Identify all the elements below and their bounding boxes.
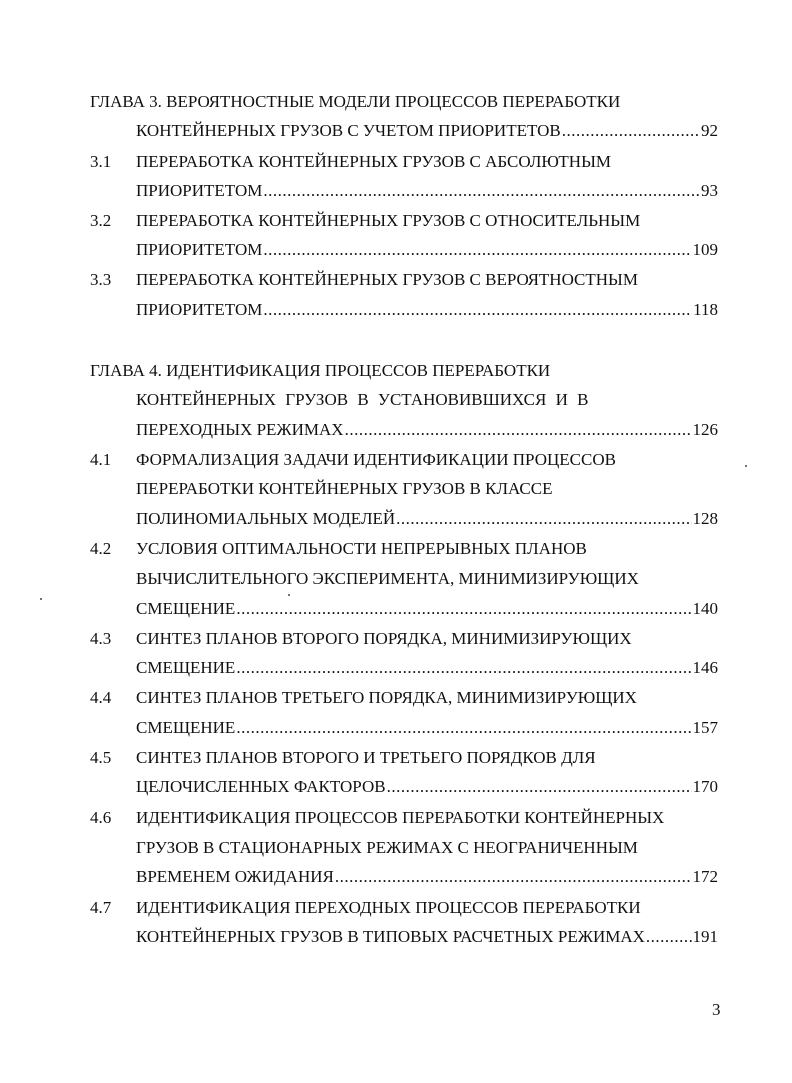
leader-dots: [646, 927, 692, 947]
chapter-3-title: [90, 92, 620, 112]
chapter-4-title-line2: КОНТЕЙНЕРНЫХ ГРУЗОВ В УСТАНОВИВШИХСЯ И В: [136, 390, 589, 409]
section-4-2-title-line3: СМЕЩЕНИЕ: [136, 599, 236, 618]
section-3-3-number: 3.3: [90, 270, 112, 289]
section-3-1-title: ПЕРЕРАБОТКА КОНТЕЙНЕРНЫХ ГРУЗОВ С АБСОЛЮТНЫМ: [136, 152, 612, 171]
section-3-3-page: 118: [693, 300, 718, 319]
section-4-7-toc-entry: [136, 927, 718, 947]
section-4-5-toc-entry: [136, 777, 718, 797]
section-4-7-title-line2: КОНТЕЙНЕРНЫХ ГРУЗОВ В ТИПОВЫХ РАСЧЕТНЫХ РЕЖИМАХ: [136, 927, 645, 946]
scan-speck: [40, 598, 42, 600]
section-3-1-title-line2: ПРИОРИТЕТОМ: [136, 181, 263, 200]
section-3-2-title-line2: ПРИОРИТЕТОМ: [136, 240, 263, 259]
leader-dots: [387, 777, 692, 797]
section-4-3-title-line2: СМЕЩЕНИЕ: [136, 658, 236, 677]
section-4-1-toc-entry: [136, 509, 718, 529]
section-4-1-title-line3: ПОЛИНОМИАЛЬНЫХ МОДЕЛЕЙ: [136, 509, 396, 528]
section-4-4-page: 157: [692, 718, 718, 737]
section-3-1-toc-entry: [136, 181, 718, 201]
section-3-1-page: 93: [701, 181, 718, 200]
section-3-3-title: ПЕРЕРАБОТКА КОНТЕЙНЕРНЫХ ГРУЗОВ С ВЕРОЯТНОСТНЫМ: [136, 270, 638, 289]
chapter-3-toc-entry: [136, 121, 718, 141]
section-4-3-number: 4.3: [90, 629, 112, 648]
scan-speck: [745, 465, 747, 467]
section-4-3-toc-entry: [136, 658, 718, 678]
leader-dots: [345, 420, 692, 440]
section-3-3-toc-entry: [136, 300, 718, 320]
leader-dots: [236, 599, 691, 619]
leader-dots: [396, 509, 691, 529]
section-4-1-page: 128: [692, 509, 718, 528]
section-4-6-toc-entry: [136, 867, 718, 887]
chapter-3-title-line1: ГЛАВА 3. ВЕРОЯТНОСТНЫЕ МОДЕЛИ ПРОЦЕССОВ ПЕРЕРАБОТКИ: [90, 92, 621, 111]
section-4-4-title: СИНТЕЗ ПЛАНОВ ТРЕТЬЕГО ПОРЯДКА, МИНИМИЗИРУЮЩИХ: [136, 688, 637, 707]
section-4-4-toc-entry: [136, 718, 718, 738]
section-4-3-page: 146: [692, 658, 718, 677]
section-4-4-number: 4.4: [90, 688, 112, 707]
section-4-6-title-line3: ВРЕМЕНЕМ ОЖИДАНИЯ: [136, 867, 334, 886]
scan-speck: [288, 594, 290, 596]
section-4-6-title: ИДЕНТИФИКАЦИЯ ПРОЦЕССОВ ПЕРЕРАБОТКИ КОНТЕЙНЕРНЫХ: [136, 808, 665, 827]
section-4-7-title: ИДЕНТИФИКАЦИЯ ПЕРЕХОДНЫХ ПРОЦЕССОВ ПЕРЕРАБОТКИ: [136, 898, 641, 917]
section-3-3-title-line2: ПРИОРИТЕТОМ: [136, 300, 263, 319]
section-3-1-number: 3.1: [90, 152, 112, 171]
chapter-4-title-line1: ГЛАВА 4. ИДЕНТИФИКАЦИЯ ПРОЦЕССОВ ПЕРЕРАБОТКИ: [90, 361, 551, 380]
section-4-6-title-line2: ГРУЗОВ В СТАЦИОНАРНЫХ РЕЖИМАХ С НЕОГРАНИЧЕННЫМ: [136, 838, 638, 857]
section-3-2-title: ПЕРЕРАБОТКА КОНТЕЙНЕРНЫХ ГРУЗОВ С ОТНОСИТЕЛЬНЫМ: [136, 211, 641, 230]
leader-dots: [562, 121, 700, 141]
section-4-5-page: 170: [692, 777, 718, 796]
chapter-4-toc-entry: [136, 420, 718, 440]
leader-dots: [263, 300, 692, 320]
section-4-6-number: 4.6: [90, 808, 112, 827]
section-4-1-title-line2: ПЕРЕРАБОТКИ КОНТЕЙНЕРНЫХ ГРУЗОВ В КЛАССЕ: [136, 479, 553, 498]
leader-dots: [335, 867, 692, 887]
leader-dots: [263, 240, 691, 260]
chapter-3-page: 92: [701, 121, 718, 140]
section-4-5-number: 4.5: [90, 748, 112, 767]
section-3-2-page: 109: [692, 240, 718, 259]
chapter-4-title-line3: ПЕРЕХОДНЫХ РЕЖИМАХ: [136, 420, 344, 439]
section-4-6-page: 172: [692, 867, 718, 886]
section-4-1-number: 4.1: [90, 450, 112, 469]
section-4-2-title-line2: ВЫЧИСЛИТЕЛЬНОГО ЭКСПЕРИМЕНТА, МИНИМИЗИРУЮЩИХ: [136, 569, 639, 588]
section-4-1-title: ФОРМАЛИЗАЦИЯ ЗАДАЧИ ИДЕНТИФИКАЦИИ ПРОЦЕССОВ: [136, 450, 616, 469]
section-4-3-title: СИНТЕЗ ПЛАНОВ ВТОРОГО ПОРЯДКА, МИНИМИЗИРУЮЩИХ: [136, 629, 632, 648]
section-4-7-number: 4.7: [90, 898, 112, 917]
page-number: 3: [712, 1000, 721, 1019]
chapter-4-title: [90, 361, 550, 381]
chapter-3-title-line2: КОНТЕЙНЕРНЫХ ГРУЗОВ С УЧЕТОМ ПРИОРИТЕТОВ: [136, 121, 561, 140]
chapter-4-page: 126: [692, 420, 718, 439]
section-4-2-title: УСЛОВИЯ ОПТИМАЛЬНОСТИ НЕПРЕРЫВНЫХ ПЛАНОВ: [136, 539, 587, 558]
section-4-4-title-line2: СМЕЩЕНИЕ: [136, 718, 236, 737]
section-4-5-title: СИНТЕЗ ПЛАНОВ ВТОРОГО И ТРЕТЬЕГО ПОРЯДКОВ ДЛЯ: [136, 748, 596, 767]
section-3-2-number: 3.2: [90, 211, 112, 230]
section-4-7-page: 191: [692, 927, 718, 946]
leader-dots: [263, 181, 700, 201]
section-4-2-page: 140: [692, 599, 718, 618]
section-3-2-toc-entry: [136, 240, 718, 260]
leader-dots: [236, 658, 691, 678]
section-4-5-title-line2: ЦЕЛОЧИСЛЕННЫХ ФАКТОРОВ: [136, 777, 386, 796]
section-4-2-number: 4.2: [90, 539, 112, 558]
section-4-2-toc-entry: [136, 599, 718, 619]
leader-dots: [236, 718, 691, 738]
